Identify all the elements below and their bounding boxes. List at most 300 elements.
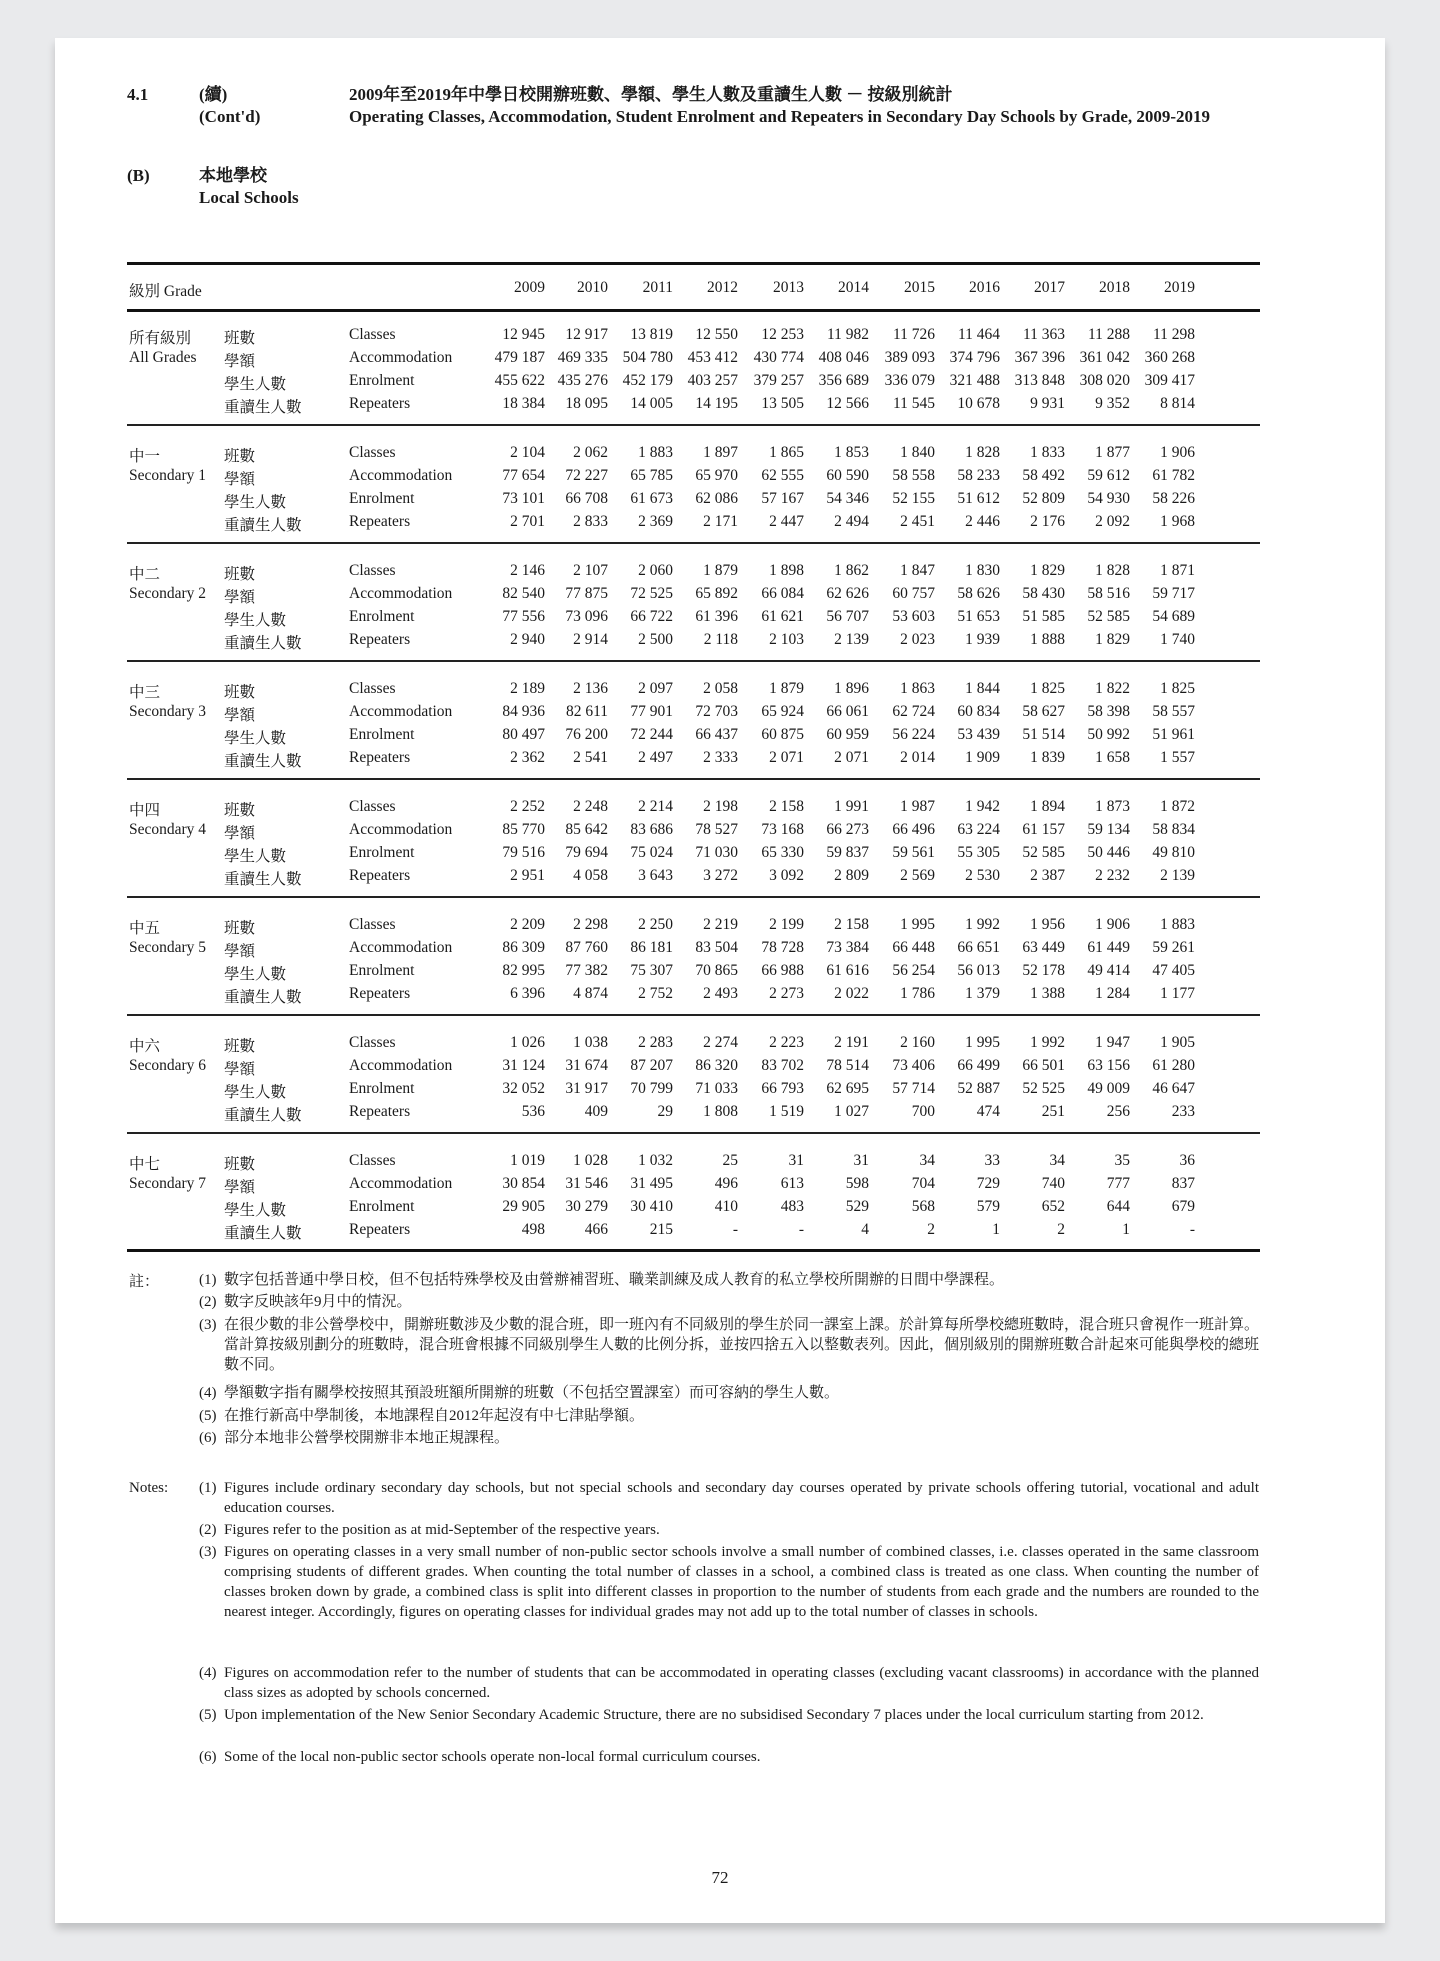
table-row (127, 326, 1260, 349)
row-label-cn: 學生人數 (224, 494, 287, 511)
year-header: 2010 (577, 279, 608, 296)
table-cell: 75 307 (630, 962, 673, 979)
note-number: (1) (199, 1272, 217, 1288)
table-cell: 1 822 (1095, 680, 1130, 697)
table-cell: 2 223 (769, 1034, 804, 1051)
table-cell: 82 995 (502, 962, 545, 979)
table-cell: 2 139 (1160, 867, 1195, 884)
table-cell: 1 865 (769, 444, 804, 461)
table-cell: 11 363 (1022, 326, 1065, 343)
table-cell: 73 096 (565, 608, 608, 625)
table-cell: 18 095 (565, 395, 608, 412)
table-cell: 29 (657, 1103, 673, 1120)
table-cell: 2 833 (573, 513, 608, 530)
table-cell: 2 146 (510, 562, 545, 579)
table-cell: 86 320 (695, 1057, 738, 1074)
table-row (127, 585, 1260, 608)
note-number: (6) (199, 1430, 217, 1446)
table-cell: 700 (911, 1103, 935, 1120)
table-cell: 1 905 (1160, 1034, 1195, 1051)
table-cell: 10 678 (957, 395, 1000, 412)
table-cell: 1 873 (1095, 798, 1130, 815)
note-cn-item (199, 1270, 1259, 1290)
table-cell: 49 009 (1087, 1080, 1130, 1097)
table-row (127, 726, 1260, 749)
table-cell: 2 274 (703, 1034, 738, 1051)
group-separator (127, 896, 1260, 898)
table-cell: 66 499 (957, 1057, 1000, 1074)
table-cell: 2 158 (769, 798, 804, 815)
table-cell: 66 708 (565, 490, 608, 507)
section-name-en: Local Schools (199, 188, 299, 207)
table-row (127, 395, 1260, 418)
group-separator (127, 542, 1260, 544)
table-cell: 86 309 (502, 939, 545, 956)
row-label-en: Enrolment (349, 726, 415, 743)
table-cell: 309 417 (1144, 372, 1195, 389)
grade-name-en: Secondary 2 (129, 585, 207, 602)
table-cell: 1 947 (1095, 1034, 1130, 1051)
table-cell: 12 566 (826, 395, 869, 412)
table-row (127, 703, 1260, 726)
row-label-cn: 班數 (224, 1156, 256, 1173)
table-cell: 379 257 (753, 372, 804, 389)
table-row (127, 680, 1260, 703)
table-cell: 66 501 (1022, 1057, 1065, 1074)
table-cell: 12 550 (695, 326, 738, 343)
table-cell: 66 793 (761, 1080, 804, 1097)
table-cell: 58 430 (1022, 585, 1065, 602)
table-cell: 57 714 (892, 1080, 935, 1097)
table-cell: 2 541 (573, 749, 608, 766)
table-cell: 52 155 (892, 490, 935, 507)
table-cell: 12 253 (761, 326, 804, 343)
table-cell: 53 439 (957, 726, 1000, 743)
row-label-cn: 重讀生人數 (224, 517, 302, 534)
table-cell: 2 097 (638, 680, 673, 697)
table-cell: 1 388 (1030, 985, 1065, 1002)
row-label-cn: 班數 (224, 330, 256, 347)
year-header: 2013 (773, 279, 804, 296)
table-cell: 410 (714, 1198, 738, 1215)
table-cell: 479 187 (494, 349, 545, 366)
table-cell: 12 917 (565, 326, 608, 343)
table-cell: 2 701 (510, 513, 545, 530)
table-cell: 1 379 (965, 985, 1000, 1002)
table-cell: 2 497 (638, 749, 673, 766)
year-header: 2017 (1034, 279, 1065, 296)
table-cell: 2 160 (900, 1034, 935, 1051)
table-cell: 474 (976, 1103, 1000, 1120)
table-cell: 58 557 (1152, 703, 1195, 720)
row-label-cn: 重讀生人數 (224, 399, 302, 416)
table-cell: 52 585 (1022, 844, 1065, 861)
table-cell: 1 740 (1160, 631, 1195, 648)
year-header: 2019 (1164, 279, 1195, 296)
row-label-en: Repeaters (349, 513, 411, 530)
table-cell: 11 288 (1087, 326, 1130, 343)
table-cell: 2 058 (703, 680, 738, 697)
table-cell: 33 (984, 1152, 1000, 1169)
table-cell: 2 071 (834, 749, 869, 766)
table-cell: 25 (722, 1152, 738, 1169)
table-cell: 2 209 (510, 916, 545, 933)
table-cell: 66 448 (892, 939, 935, 956)
table-cell: 1 898 (769, 562, 804, 579)
table-cell: 34 (1049, 1152, 1065, 1169)
table-cell: 1 026 (510, 1034, 545, 1051)
table-cell: 12 945 (502, 326, 545, 343)
row-label-en: Accommodation (349, 939, 453, 956)
table-cell: 58 627 (1022, 703, 1065, 720)
section-letter: (B) (127, 166, 150, 185)
year-header: 2014 (838, 279, 869, 296)
row-label-cn: 學生人數 (224, 376, 287, 393)
note-number: (5) (199, 1408, 217, 1424)
grade-name-cn: 所有級別 (129, 330, 192, 347)
table-row (127, 444, 1260, 467)
table-cell: 65 924 (761, 703, 804, 720)
table-cell: 483 (780, 1198, 804, 1215)
table-cell: 54 930 (1087, 490, 1130, 507)
table-cell: 2 250 (638, 916, 673, 933)
row-label-en: Enrolment (349, 1080, 415, 1097)
table-cell: 2 060 (638, 562, 673, 579)
grade-name-cn: 中四 (129, 802, 161, 819)
table-cell: 1 906 (1095, 916, 1130, 933)
table-cell: 1 991 (834, 798, 869, 815)
table-cell: 1 883 (1160, 916, 1195, 933)
table-cell: 50 992 (1087, 726, 1130, 743)
table-cell: 2 447 (769, 513, 804, 530)
grade-name-cn: 中二 (129, 566, 161, 583)
table-cell: 36 (1179, 1152, 1195, 1169)
table-cell: 1 825 (1030, 680, 1065, 697)
table-cell: 1 992 (1030, 1034, 1065, 1051)
year-header: 2011 (642, 279, 673, 296)
table-row (127, 562, 1260, 585)
table-cell: 31 124 (502, 1057, 545, 1074)
table-cell: 2 752 (638, 985, 673, 1002)
note-en-item (199, 1663, 1259, 1703)
table-cell: 61 673 (630, 490, 673, 507)
row-label-en: Enrolment (349, 372, 415, 389)
table-cell: 70 865 (695, 962, 738, 979)
section-name (199, 165, 299, 209)
table-title (349, 84, 1259, 128)
note-number: (3) (199, 1317, 217, 1333)
table-cell: 2 214 (638, 798, 673, 815)
table-cell: 1 177 (1160, 985, 1195, 1002)
table-row (127, 1221, 1260, 1244)
row-label-en: Accommodation (349, 1175, 453, 1192)
table-cell: 59 561 (892, 844, 935, 861)
table-cell: 31 546 (565, 1175, 608, 1192)
table-cell: 52 585 (1087, 608, 1130, 625)
table-cell: 1 897 (703, 444, 738, 461)
table-cell: 66 988 (761, 962, 804, 979)
row-label-cn: 重讀生人數 (224, 871, 302, 888)
table-cell: 61 621 (761, 608, 804, 625)
grade-column-header: 級別 Grade (129, 283, 202, 300)
table-cell: 1 658 (1095, 749, 1130, 766)
contd-en: (Cont'd) (199, 107, 261, 126)
table-cell: 62 724 (892, 703, 935, 720)
note-number: (5) (199, 1707, 217, 1723)
row-label-en: Classes (349, 444, 396, 461)
note-cn-item (199, 1292, 1259, 1312)
table-cell: 408 046 (818, 349, 869, 366)
table-cell: 374 796 (949, 349, 1000, 366)
notes-en-label: Notes: (129, 1480, 169, 1496)
row-label-cn: 學額 (224, 1179, 256, 1196)
table-cell: 1 557 (1160, 749, 1195, 766)
grade-name-en: All Grades (129, 349, 197, 366)
table-cell: 78 728 (761, 939, 804, 956)
table-cell: 66 061 (826, 703, 869, 720)
table-cell: 644 (1106, 1198, 1130, 1215)
table-cell: 66 437 (695, 726, 738, 743)
table-cell: 1 992 (965, 916, 1000, 933)
table-cell: 1 828 (965, 444, 1000, 461)
note-text: Upon implementation of the New Senior Secondary Academic Structure, there are no subsidised Secondary 7 places under the local curriculum starting from 2012. (224, 1707, 1204, 1723)
table-bottom-rule (127, 1249, 1260, 1252)
note-en-item (199, 1747, 1259, 1767)
table-cell: 729 (976, 1175, 1000, 1192)
table-cell: 32 052 (502, 1080, 545, 1097)
table-cell: 2 493 (703, 985, 738, 1002)
table-cell: 58 626 (957, 585, 1000, 602)
table-cell: 11 982 (826, 326, 869, 343)
table-cell: 1 968 (1160, 513, 1195, 530)
table-cell: 78 527 (695, 821, 738, 838)
table-cell: 63 156 (1087, 1057, 1130, 1074)
table-cell: 2 530 (965, 867, 1000, 884)
row-label-cn: 班數 (224, 920, 256, 937)
grade-name-cn: 中三 (129, 684, 161, 701)
table-cell: 1 883 (638, 444, 673, 461)
table-cell: 73 101 (502, 490, 545, 507)
table-cell: 61 616 (826, 962, 869, 979)
table-cell: 77 556 (502, 608, 545, 625)
table-cell: 2 014 (900, 749, 935, 766)
year-header: 2018 (1099, 279, 1130, 296)
table-cell: 59 837 (826, 844, 869, 861)
row-label-cn: 重讀生人數 (224, 1225, 302, 1242)
row-label-cn: 班數 (224, 802, 256, 819)
table-cell: 8 814 (1160, 395, 1195, 412)
table-cell: 56 013 (957, 962, 1000, 979)
table-cell: 2 940 (510, 631, 545, 648)
table-cell: 58 834 (1152, 821, 1195, 838)
table-cell: 31 (853, 1152, 869, 1169)
row-label-en: Classes (349, 798, 396, 815)
table-cell: 59 261 (1152, 939, 1195, 956)
group-separator (127, 778, 1260, 780)
note-en-item (199, 1520, 1259, 1540)
table-row (127, 867, 1260, 890)
table-cell: 2 451 (900, 513, 935, 530)
table-cell: 52 887 (957, 1080, 1000, 1097)
table-cell: 2 914 (573, 631, 608, 648)
table-cell: 61 449 (1087, 939, 1130, 956)
table-cell: 360 268 (1144, 349, 1195, 366)
row-label-cn: 學額 (224, 353, 256, 370)
table-cell: 30 410 (630, 1198, 673, 1215)
table-top-rule (127, 262, 1260, 265)
table-cell: 31 674 (565, 1057, 608, 1074)
table-cell: 2 062 (573, 444, 608, 461)
table-cell: 58 516 (1087, 585, 1130, 602)
note-number: (2) (199, 1522, 217, 1538)
row-label-en: Repeaters (349, 631, 411, 648)
row-label-en: Accommodation (349, 703, 453, 720)
table-cell: 1 995 (965, 1034, 1000, 1051)
table-cell: 1 879 (703, 562, 738, 579)
table-cell: 313 848 (1014, 372, 1065, 389)
row-label-cn: 學生人數 (224, 966, 287, 983)
row-label-en: Accommodation (349, 1057, 453, 1074)
row-label-cn: 學額 (224, 707, 256, 724)
table-cell: 1 847 (900, 562, 935, 579)
table-cell: 72 703 (695, 703, 738, 720)
table-cell: 46 647 (1152, 1080, 1195, 1097)
grade-name-cn: 中六 (129, 1038, 161, 1055)
table-cell: 52 525 (1022, 1080, 1065, 1097)
row-label-en: Enrolment (349, 490, 415, 507)
table-cell: 529 (845, 1198, 869, 1215)
row-label-en: Repeaters (349, 1103, 411, 1120)
row-label-en: Classes (349, 916, 396, 933)
row-label-cn: 學生人數 (224, 1202, 287, 1219)
table-cell: 66 084 (761, 585, 804, 602)
table-cell: 2 (927, 1221, 935, 1238)
table-cell: 740 (1041, 1175, 1065, 1192)
table-cell: 430 774 (753, 349, 804, 366)
grade-name-en: Secondary 6 (129, 1057, 207, 1074)
note-en-item (199, 1478, 1259, 1518)
table-cell: 2 104 (510, 444, 545, 461)
table-cell: 51 585 (1022, 608, 1065, 625)
table-cell: 2 809 (834, 867, 869, 884)
note-number: (1) (199, 1480, 217, 1496)
table-cell: 2 333 (703, 749, 738, 766)
row-label-cn: 學額 (224, 825, 256, 842)
row-label-cn: 重讀生人數 (224, 753, 302, 770)
header-bottom-rule (127, 309, 1260, 312)
table-cell: 11 464 (957, 326, 1000, 343)
table-cell: 14 195 (695, 395, 738, 412)
table-cell: 61 782 (1152, 467, 1195, 484)
table-cell: 59 134 (1087, 821, 1130, 838)
year-header: 2015 (904, 279, 935, 296)
table-cell: 2 171 (703, 513, 738, 530)
table-cell: 62 695 (826, 1080, 869, 1097)
table-cell: 72 227 (565, 467, 608, 484)
table-cell: 59 612 (1087, 467, 1130, 484)
table-cell: 2 500 (638, 631, 673, 648)
row-label-en: Enrolment (349, 608, 415, 625)
table-cell: 85 770 (502, 821, 545, 838)
table-row (127, 939, 1260, 962)
note-cn-item (199, 1315, 1259, 1375)
note-text: 在很少數的非公營學校中，開辦班數涉及少數的混合班，即一班內有不同級別的學生於同一課室上課。於計算每所學校總班數時，混合班只會視作一班計算。當計算按級別劃分的班數時，混合班會根據不同級別學生人數的比例分拆，並按四捨五入以整數表列。因此，個別級別的開辦班數合計起來可能與學校的總班數不同。 (224, 1317, 1260, 1373)
table-cell: 1 (1122, 1221, 1130, 1238)
table-cell: 62 086 (695, 490, 738, 507)
table-cell: 31 495 (630, 1175, 673, 1192)
table-cell: 579 (976, 1198, 1000, 1215)
group-separator (127, 1014, 1260, 1016)
table-cell: 9 352 (1095, 395, 1130, 412)
table-cell: 72 525 (630, 585, 673, 602)
table-cell: 65 892 (695, 585, 738, 602)
note-number: (2) (199, 1294, 217, 1310)
table-cell: 66 722 (630, 608, 673, 625)
table-cell: 837 (1171, 1175, 1195, 1192)
table-cell: 4 058 (573, 867, 608, 884)
row-label-en: Classes (349, 1034, 396, 1051)
table-cell: 52 809 (1022, 490, 1065, 507)
table-cell: 79 694 (565, 844, 608, 861)
row-label-cn: 學生人數 (224, 730, 287, 747)
table-cell: 704 (911, 1175, 935, 1192)
page-number: 72 (711, 1868, 729, 1887)
table-cell: 61 157 (1022, 821, 1065, 838)
table-cell: - (732, 1221, 738, 1238)
grade-name-en: Secondary 4 (129, 821, 207, 838)
row-label-en: Accommodation (349, 821, 453, 838)
group-separator (127, 1132, 1260, 1134)
table-cell: 54 689 (1152, 608, 1195, 625)
table-cell: 58 226 (1152, 490, 1195, 507)
table-cell: 82 540 (502, 585, 545, 602)
table-cell: 1 027 (834, 1103, 869, 1120)
table-cell: 2 446 (965, 513, 1000, 530)
table-cell: 58 398 (1087, 703, 1130, 720)
table-cell: 1 284 (1095, 985, 1130, 1002)
table-cell: 58 558 (892, 467, 935, 484)
group-separator (127, 424, 1260, 426)
table-cell: 2 199 (769, 916, 804, 933)
table-cell: 466 (584, 1221, 608, 1238)
table-cell: 498 (521, 1221, 545, 1238)
table-cell: 31 (788, 1152, 804, 1169)
table-cell: 65 330 (761, 844, 804, 861)
table-cell: 1 896 (834, 680, 869, 697)
table-cell: 50 446 (1087, 844, 1130, 861)
table-cell: 62 555 (761, 467, 804, 484)
table-cell: 11 726 (892, 326, 935, 343)
row-label-en: Repeaters (349, 1221, 411, 1238)
table-cell: 13 819 (630, 326, 673, 343)
row-label-en: Accommodation (349, 349, 453, 366)
row-label-cn: 班數 (224, 1038, 256, 1055)
note-en-item (199, 1542, 1259, 1622)
row-label-en: Repeaters (349, 395, 411, 412)
table-cell: 72 244 (630, 726, 673, 743)
table-cell: 435 276 (557, 372, 608, 389)
table-cell: 2 283 (638, 1034, 673, 1051)
table-cell: 777 (1106, 1175, 1130, 1192)
table-cell: 87 760 (565, 939, 608, 956)
note-text: 數字反映該年9月中的情況。 (224, 1294, 412, 1310)
table-cell: 367 396 (1014, 349, 1065, 366)
table-cell: 61 396 (695, 608, 738, 625)
table-cell: 30 854 (502, 1175, 545, 1192)
table-cell: 321 488 (949, 372, 1000, 389)
note-number: (3) (199, 1544, 217, 1560)
table-cell: 2 136 (573, 680, 608, 697)
